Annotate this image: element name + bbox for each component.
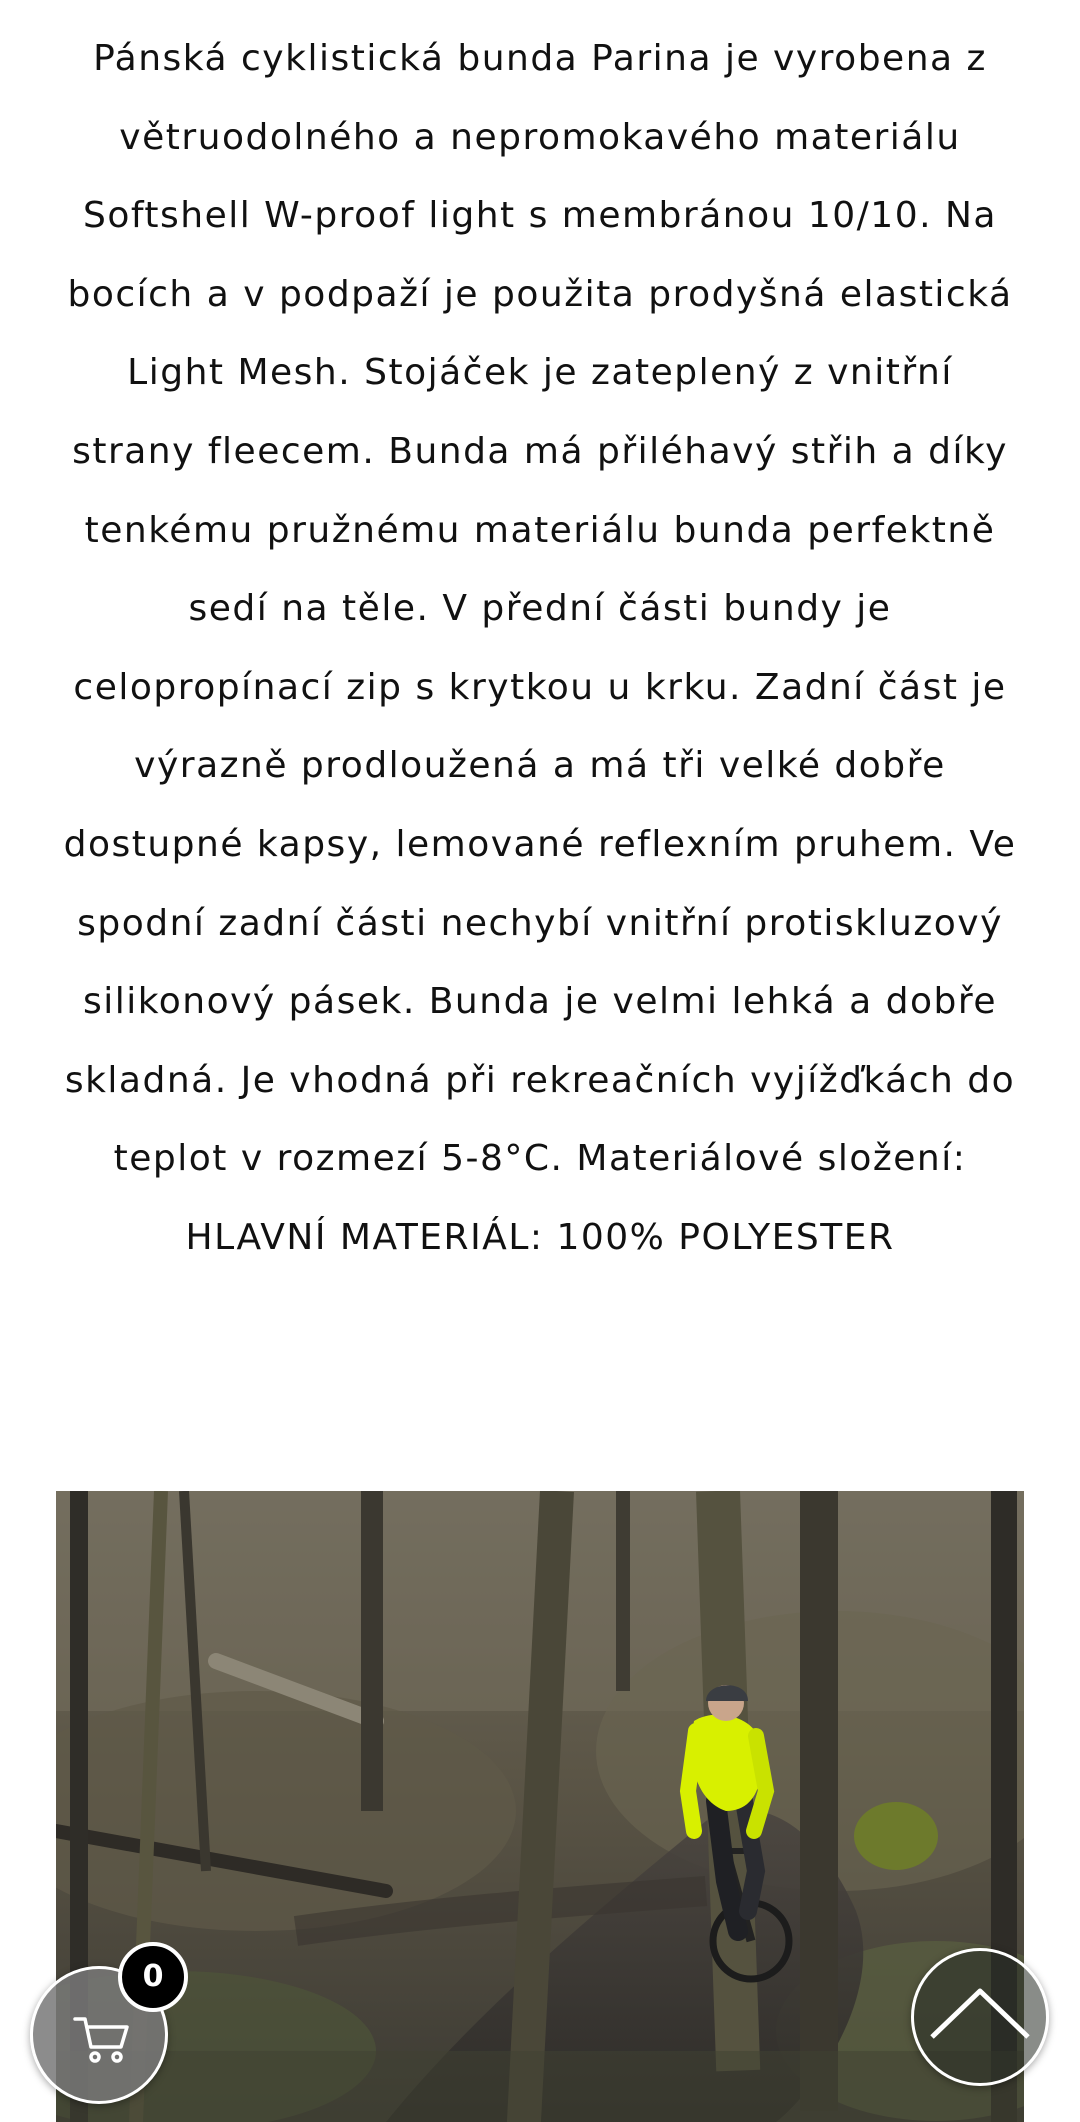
cyclist-forest-image — [56, 1491, 1024, 2122]
product-photo — [56, 1491, 1024, 2122]
product-description: Pánská cyklistická bunda Parina je vyrobena z větruodolného a nepromokavého materiálu Softshell W-proof light s membránou 10/10. Na bocích a v podpaží je použita prodyšná elastická Light Mesh. Stojáček je zateplený z vnitřní strany fleecem. Bunda má přiléhavý střih a díky tenkému pružnému materiálu bunda perfektně sedí na těle. V přední části bundy je celopropínací zip s krytkou u krku. Zadní část je výrazně prodloužená a má tři velké dobře dostupné kapsy, lemované reflexním pruhem. Ve spodní zadní části nechybí vnitřní protiskluzový silikonový pásek. Bunda je velmi lehká a dobře skladná. Je vhodná při rekreačních vyjížďkách do teplot v rozmezí 5-8°C. Materiálové složení: HLAVNÍ MATERIÁL: 100% POLYESTER — [63, 38, 1017, 1258]
cart-count-badge: 0 — [118, 1942, 188, 2012]
shopping-cart-icon — [73, 2009, 131, 2067]
chevron-up-icon — [928, 1981, 1032, 2041]
scroll-to-top-button[interactable] — [911, 1948, 1049, 2086]
